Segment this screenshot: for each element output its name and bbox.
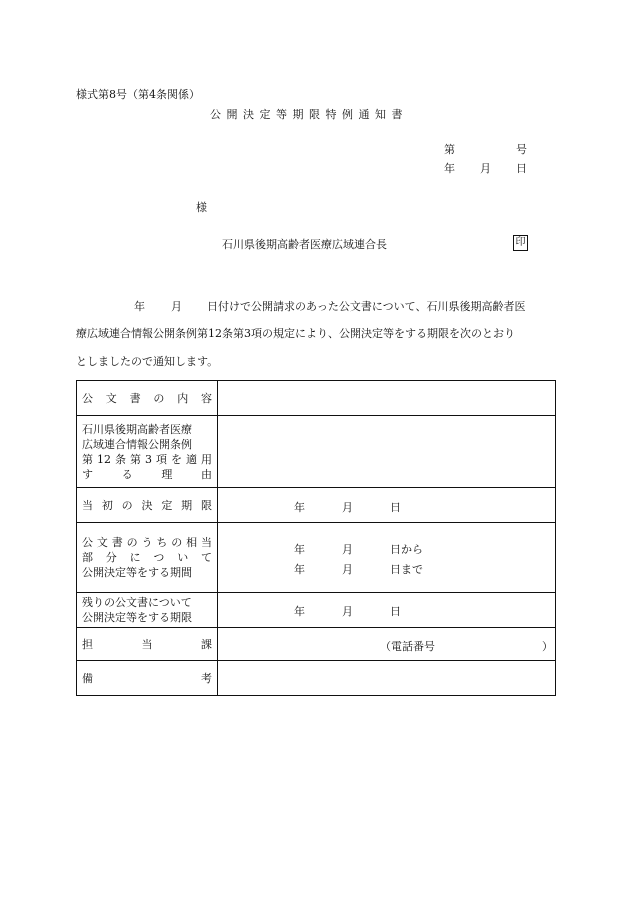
form-number: 様式第8号（第4条関係） bbox=[76, 88, 200, 101]
row-initial-deadline bbox=[77, 488, 556, 523]
body-year: 年 bbox=[134, 300, 145, 313]
label-document-content: 公 文 書 の 内 容 bbox=[77, 381, 218, 416]
date-year: 年 bbox=[444, 162, 455, 175]
value-reason bbox=[218, 416, 556, 488]
addressee-sama: 様 bbox=[196, 201, 207, 214]
date-month: 月 bbox=[480, 162, 491, 175]
doc-number-go: 号 bbox=[516, 143, 527, 156]
label-department: 担 当 課 bbox=[77, 628, 218, 661]
document-title: 公 開 決 定 等 期 限 特 例 通 知 書 bbox=[210, 108, 404, 121]
sender-name: 石川県後期高齢者医療広域連合長 bbox=[222, 238, 387, 251]
notice-table bbox=[76, 380, 556, 696]
value-department: （電話番号 ） bbox=[218, 628, 556, 661]
row-reason bbox=[77, 416, 556, 488]
row-remarks bbox=[77, 661, 556, 696]
row-partial-period bbox=[77, 523, 556, 593]
row-department bbox=[77, 628, 556, 661]
date-day: 日 bbox=[516, 162, 527, 175]
seal-mark: 印 bbox=[513, 235, 528, 251]
value-remarks bbox=[218, 661, 556, 696]
body-line1: 日付けで公開請求のあった公文書について、石川県後期高齢者医 bbox=[207, 300, 526, 313]
value-remaining-deadline: 年 月 日 bbox=[218, 593, 556, 628]
row-document-content bbox=[77, 381, 556, 416]
label-partial-period: 公 文 書 の う ち の 相 当 部 分 に つ い て 公開決定等をする期間 bbox=[77, 523, 218, 593]
value-partial-period: 年 月 日から 年 月 日まで bbox=[218, 523, 556, 593]
value-document-content bbox=[218, 381, 556, 416]
body-line2: 療広域連合情報公開条例第12条第3項の規定により、公開決定等をする期限を次のとおり bbox=[76, 327, 515, 340]
label-reason: 石川県後期高齢者医療 広域連合情報公開条例 第 12 条 第 3 項 を 適 用 す る 理 由 bbox=[77, 416, 218, 488]
doc-number-dai: 第 bbox=[444, 143, 455, 156]
value-initial-deadline: 年 月 日 bbox=[218, 488, 556, 523]
row-remaining-deadline bbox=[77, 593, 556, 628]
body-line3: としましたので通知します。 bbox=[76, 355, 219, 368]
body-month: 月 bbox=[171, 300, 182, 313]
label-remaining-deadline: 残りの公文書について 公開決定等をする期限 bbox=[77, 593, 218, 628]
label-remarks: 備 考 bbox=[77, 661, 218, 696]
label-initial-deadline: 当 初 の 決 定 期 限 bbox=[77, 488, 218, 523]
